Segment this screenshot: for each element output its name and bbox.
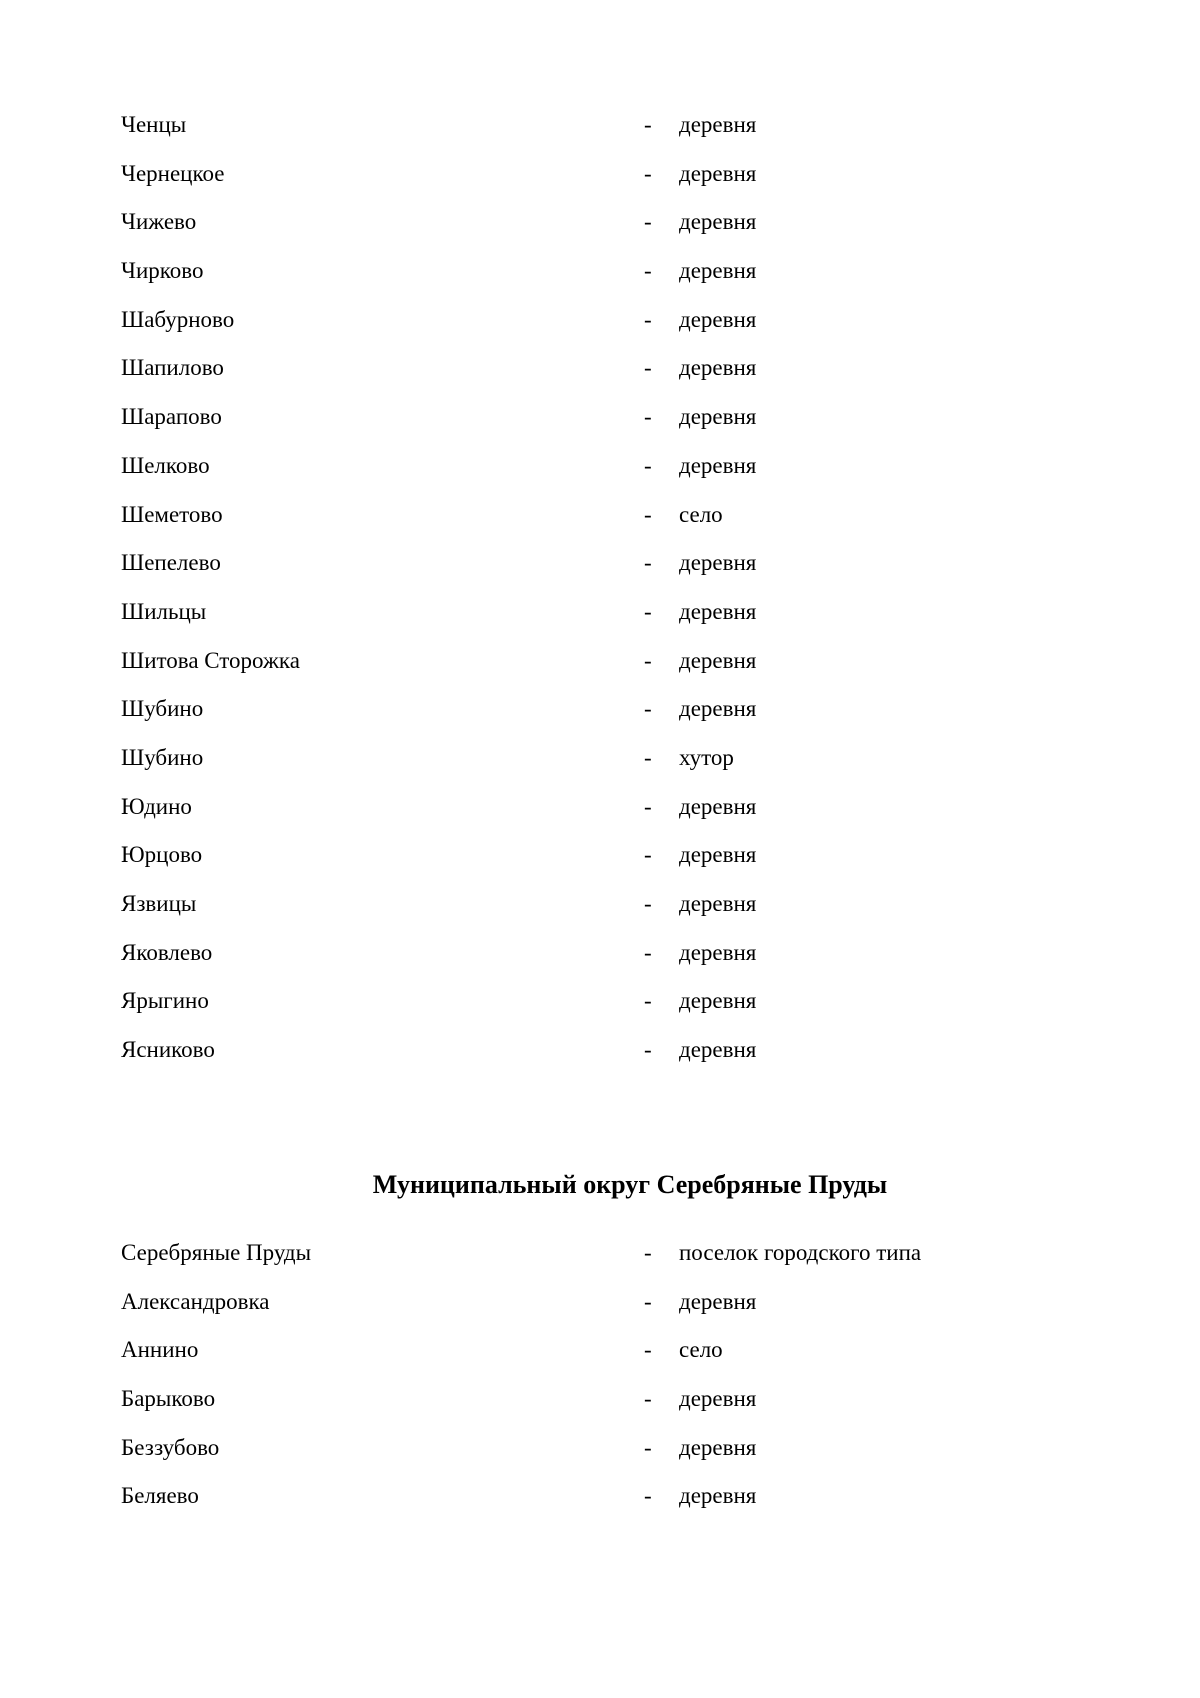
list-item (121, 645, 1081, 694)
separator-dash: - (644, 501, 652, 527)
settlement-type: деревня (679, 598, 757, 624)
separator-dash: - (644, 939, 652, 965)
list-item (121, 693, 1081, 742)
settlement-type: деревня (679, 696, 757, 722)
settlement-type: поселок городского типа (679, 1240, 922, 1265)
settlement-name: Александровка (121, 1288, 270, 1314)
settlement-name: Шубино (121, 744, 204, 770)
settlement-name: Шарапово (121, 404, 222, 430)
list-item (121, 109, 1081, 158)
list-item (121, 839, 1081, 888)
list-item (121, 985, 1081, 1034)
list-item (121, 255, 1081, 304)
settlement-type: деревня (679, 550, 757, 576)
separator-dash: - (644, 1483, 652, 1509)
settlement-name: Серебряные Пруды (121, 1240, 312, 1265)
list-item (121, 1034, 1081, 1083)
separator-dash: - (644, 1240, 652, 1265)
settlement-name: Беззубово (121, 1434, 220, 1460)
list-item (121, 937, 1081, 986)
settlement-name: Ярыгино (121, 988, 209, 1014)
list-item (121, 791, 1081, 840)
settlement-name: Чернецкое (121, 160, 225, 186)
settlement-type: деревня (679, 209, 757, 235)
settlement-type: деревня (679, 404, 757, 430)
separator-dash: - (644, 1434, 652, 1460)
list-item (121, 596, 1081, 645)
list-item (121, 158, 1081, 207)
settlement-name: Юрцово (121, 842, 203, 868)
list-item (121, 304, 1081, 353)
settlement-name: Шабурново (121, 306, 235, 332)
settlement-name: Шубино (121, 696, 204, 722)
separator-dash: - (644, 891, 652, 916)
separator-dash: - (644, 1288, 652, 1314)
settlement-type: деревня (679, 112, 757, 137)
section-heading: Муниципальный округ Серебряные Пруды (372, 1170, 888, 1199)
separator-dash: - (644, 598, 652, 624)
settlement-list (121, 109, 1081, 1083)
list-item (121, 352, 1081, 401)
list-item (121, 742, 1081, 791)
separator-dash: - (644, 112, 652, 137)
settlement-type: деревня (679, 1386, 757, 1412)
list-item (121, 1334, 1081, 1383)
settlement-type: деревня (679, 306, 757, 332)
settlement-type: деревня (679, 793, 757, 819)
settlement-name: Шепелево (121, 550, 221, 576)
list-item (121, 1480, 1081, 1529)
separator-dash: - (644, 1337, 652, 1363)
settlement-type: село (679, 1337, 723, 1363)
settlement-type: деревня (679, 1483, 757, 1509)
settlement-type: село (679, 501, 723, 527)
settlement-type: деревня (679, 452, 757, 478)
settlement-type: деревня (679, 891, 757, 916)
settlement-name: Чирково (121, 258, 204, 284)
settlement-type: деревня (679, 160, 757, 186)
settlement-name: Ченцы (121, 112, 187, 137)
separator-dash: - (644, 647, 652, 673)
list-item (121, 401, 1081, 450)
separator-dash: - (644, 793, 652, 819)
list-item (121, 206, 1081, 255)
list-item (121, 499, 1081, 548)
separator-dash: - (644, 404, 652, 430)
settlement-name: Шеметово (121, 501, 223, 527)
settlement-name: Ясниково (121, 1037, 215, 1063)
separator-dash: - (644, 160, 652, 186)
settlement-type: деревня (679, 842, 757, 868)
separator-dash: - (644, 842, 652, 868)
separator-dash: - (644, 988, 652, 1014)
settlement-type: деревня (679, 647, 757, 673)
settlement-name: Беляево (121, 1483, 199, 1509)
list-item (121, 1237, 1081, 1286)
settlement-name: Шапилово (121, 355, 224, 381)
list-item (121, 888, 1081, 937)
settlement-name: Язвицы (121, 891, 197, 916)
settlement-type: деревня (679, 1288, 757, 1314)
separator-dash: - (644, 1037, 652, 1063)
settlement-name: Барыково (121, 1386, 216, 1412)
settlement-name: Юдино (121, 793, 192, 819)
settlement-type: деревня (679, 988, 757, 1014)
settlement-name: Яковлево (121, 939, 213, 965)
section-settlement-list (121, 1237, 1081, 1529)
separator-dash: - (644, 452, 652, 478)
separator-dash: - (644, 1386, 652, 1412)
separator-dash: - (644, 550, 652, 576)
settlement-name: Шитова Сторожка (121, 647, 300, 673)
list-item (121, 1432, 1081, 1481)
list-item (121, 547, 1081, 596)
list-item (121, 1286, 1081, 1335)
separator-dash: - (644, 209, 652, 235)
separator-dash: - (644, 744, 652, 770)
separator-dash: - (644, 258, 652, 284)
settlement-type: деревня (679, 1434, 757, 1460)
settlement-type: деревня (679, 258, 757, 284)
settlement-name: Аннино (121, 1337, 199, 1363)
settlement-type: деревня (679, 355, 757, 381)
settlement-type: деревня (679, 1037, 757, 1063)
separator-dash: - (644, 696, 652, 722)
settlement-name: Чижево (121, 209, 197, 235)
list-item (121, 450, 1081, 499)
list-item (121, 1383, 1081, 1432)
settlement-type: хутор (679, 744, 734, 770)
separator-dash: - (644, 355, 652, 381)
separator-dash: - (644, 306, 652, 332)
settlement-name: Шелково (121, 452, 210, 478)
settlement-type: деревня (679, 939, 757, 965)
settlement-name: Шильцы (121, 598, 207, 624)
